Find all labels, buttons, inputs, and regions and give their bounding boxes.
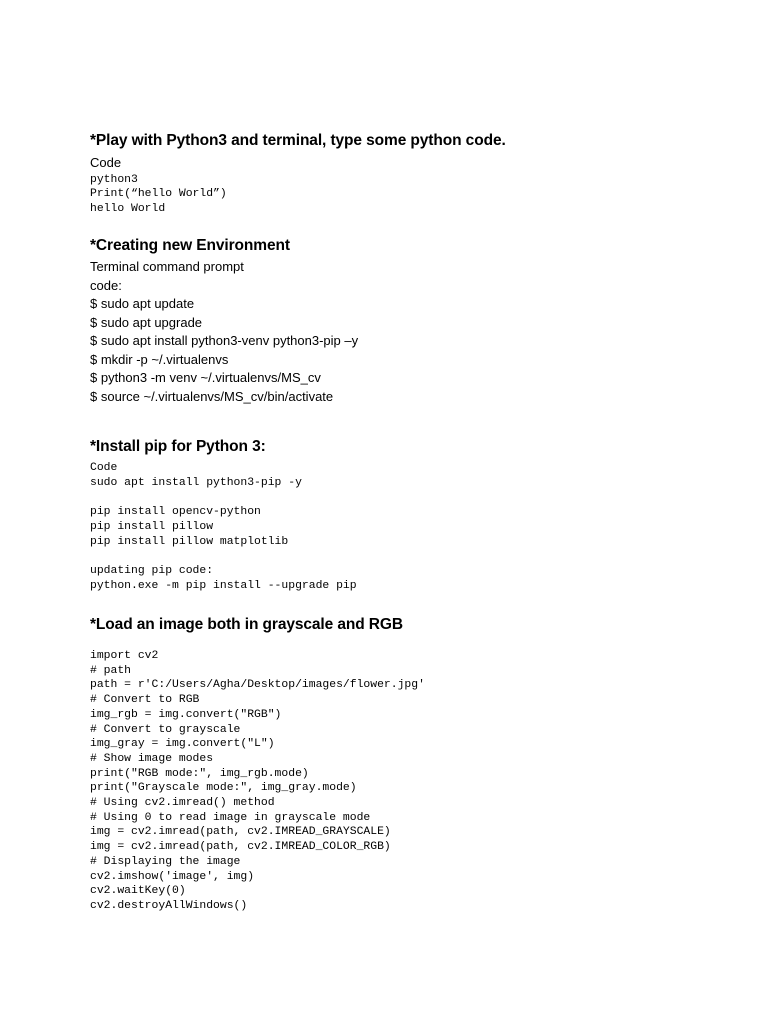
code-line: print("Grayscale mode:", img_gray.mode) xyxy=(90,782,357,795)
section-new-environment xyxy=(90,236,730,406)
code-label: Code xyxy=(90,155,122,170)
code-block xyxy=(90,649,730,914)
code-line: # Using cv2.imread() method xyxy=(90,797,275,810)
code-line: hello World xyxy=(90,202,166,215)
code-line: img_gray = img.convert("L") xyxy=(90,738,275,751)
code-line: pip install pillow matplotlib xyxy=(90,535,289,548)
prose-line: $ sudo apt install python3-venv python3-pip –y xyxy=(90,333,359,348)
code-line: sudo apt install python3-pip -y xyxy=(90,476,302,489)
code-line: import cv2 xyxy=(90,650,159,662)
code-line: # Displaying the image xyxy=(90,855,241,868)
prose-line: $ source ~/.virtualenvs/MS_cv/bin/activate xyxy=(90,388,334,404)
code-line: print("RGB mode:", img_rgb.mode) xyxy=(90,767,309,780)
code-block xyxy=(90,461,730,593)
code-line: img_rgb = img.convert("RGB") xyxy=(90,708,282,721)
section-python3-terminal xyxy=(90,131,730,217)
code-line: Print(“hello World”) xyxy=(90,188,227,201)
code-line: cv2.waitKey(0) xyxy=(90,885,186,898)
prose-line: Terminal command prompt xyxy=(90,259,244,274)
code-line: cv2.destroyAllWindows() xyxy=(90,899,248,912)
blank-line xyxy=(90,549,730,564)
code-line: img = cv2.imread(path, cv2.IMREAD_GRAYSCALE) xyxy=(90,826,391,839)
code-block xyxy=(90,173,730,217)
section-heading: *Install pip for Python 3: xyxy=(90,438,266,455)
code-line: Code xyxy=(90,462,118,474)
command-list xyxy=(90,258,730,406)
code-line: pip install opencv-python xyxy=(90,506,261,519)
section-heading: *Creating new Environment xyxy=(90,237,290,254)
code-line: path = r'C:/Users/Agha/Desktop/images/flower.jpg' xyxy=(90,679,425,692)
code-line: pip install pillow xyxy=(90,520,214,533)
prose-line: $ python3 -m venv ~/.virtualenvs/MS_cv xyxy=(90,370,321,385)
code-line: # Using 0 to read image in grayscale mode xyxy=(90,811,371,824)
code-line: updating pip code: xyxy=(90,564,214,577)
blank-line xyxy=(90,490,730,505)
prose-line: $ sudo apt update xyxy=(90,296,195,311)
code-line: # Convert to RGB xyxy=(90,694,200,707)
prose-line: $ mkdir -p ~/.virtualenvs xyxy=(90,351,229,367)
code-line: # Convert to grayscale xyxy=(90,723,241,736)
section-heading: *Load an image both in grayscale and RGB xyxy=(90,616,403,633)
code-line: # Show image modes xyxy=(90,752,214,765)
section-load-image xyxy=(90,615,730,914)
prose-line: code: xyxy=(90,277,122,293)
code-line: img = cv2.imread(path, cv2.IMREAD_COLOR_RGB) xyxy=(90,841,391,854)
code-line: python3 xyxy=(90,173,138,186)
section-heading: *Play with Python3 and terminal, type some python code. xyxy=(90,132,506,149)
code-line: # path xyxy=(90,664,132,677)
section-install-pip xyxy=(90,437,730,593)
code-line: python.exe -m pip install --upgrade pip xyxy=(90,579,357,592)
prose-line: $ sudo apt upgrade xyxy=(90,314,203,330)
code-line: cv2.imshow('image', img) xyxy=(90,870,255,883)
